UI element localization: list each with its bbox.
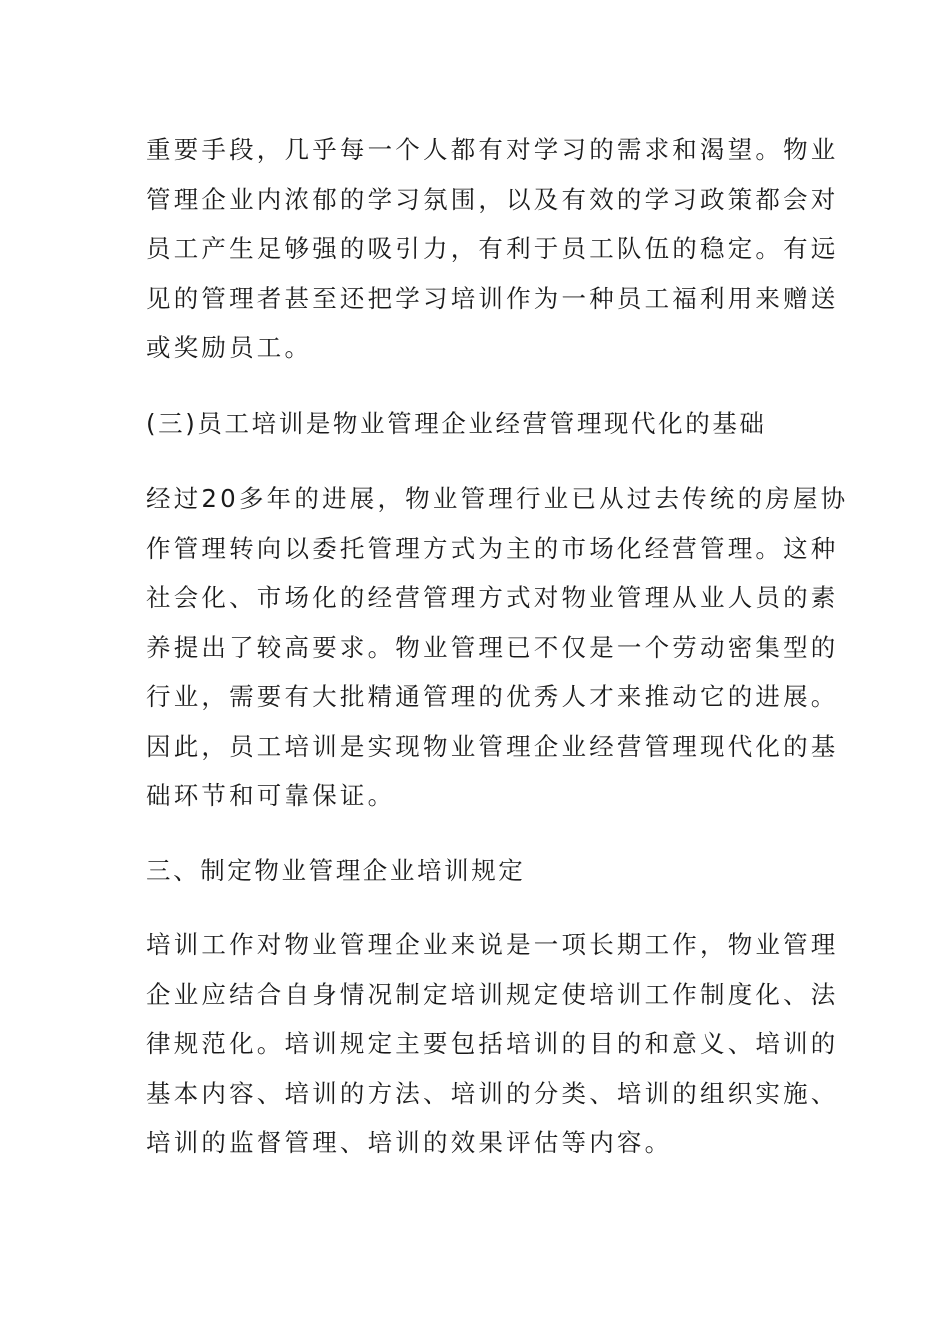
heading-line: 三、制定物业管理企业培训规定: [146, 856, 526, 885]
text-line: 作管理转向以委托管理方式为主的市场化经营管理。这种: [146, 533, 839, 563]
paragraph-training-rules: [146, 920, 839, 1168]
text-line: 管理企业内浓郁的学习氛围，以及有效的学习政策都会对: [146, 184, 839, 214]
text-line: 经过20多年的进展，物业管理行业已从过去传统的房屋协: [146, 484, 849, 513]
text-line: 基本内容、培训的方法、培训的分类、培训的组织实施、: [146, 1078, 839, 1108]
text-line: 见的管理者甚至还把学习培训作为一种员工福利用来赠送: [146, 283, 839, 313]
paragraph-employee-welfare: [146, 125, 839, 373]
text-line: 企业应结合自身情况制定培训规定使培训工作制度化、法: [146, 979, 839, 1009]
text-line: 律规范化。培训规定主要包括培训的目的和意义、培训的: [146, 1029, 839, 1058]
text-line: 础环节和可靠保证。: [146, 781, 396, 810]
text-line: 培训工作对物业管理企业来说是一项长期工作，物业管理: [146, 930, 839, 959]
text-line: 社会化、市场化的经营管理方式对物业管理从业人员的素: [146, 583, 839, 612]
text-line: 或奖励员工。: [146, 333, 313, 362]
heading-line: (三)员工培训是物业管理企业经营管理现代化的基础: [146, 409, 767, 438]
section-heading-training-rules: [146, 846, 808, 896]
text-line: 员工产生足够强的吸引力，有利于员工队伍的稳定。有远: [146, 234, 839, 263]
text-line: 行业，需要有大批精通管理的优秀人才来推动它的进展。: [146, 682, 839, 711]
paragraph-industry-development: [146, 474, 849, 821]
text-line: 重要手段，几乎每一个人都有对学习的需求和渴望。物业: [146, 135, 839, 164]
text-line: 因此，员工培训是实现物业管理企业经营管理现代化的基: [146, 731, 839, 761]
text-line: 培训的监督管理、培训的效果评估等内容。: [146, 1128, 673, 1157]
section-heading-modernization: [146, 399, 808, 449]
text-line: 养提出了较高要求。物业管理已不仅是一个劳动密集型的: [146, 632, 839, 662]
